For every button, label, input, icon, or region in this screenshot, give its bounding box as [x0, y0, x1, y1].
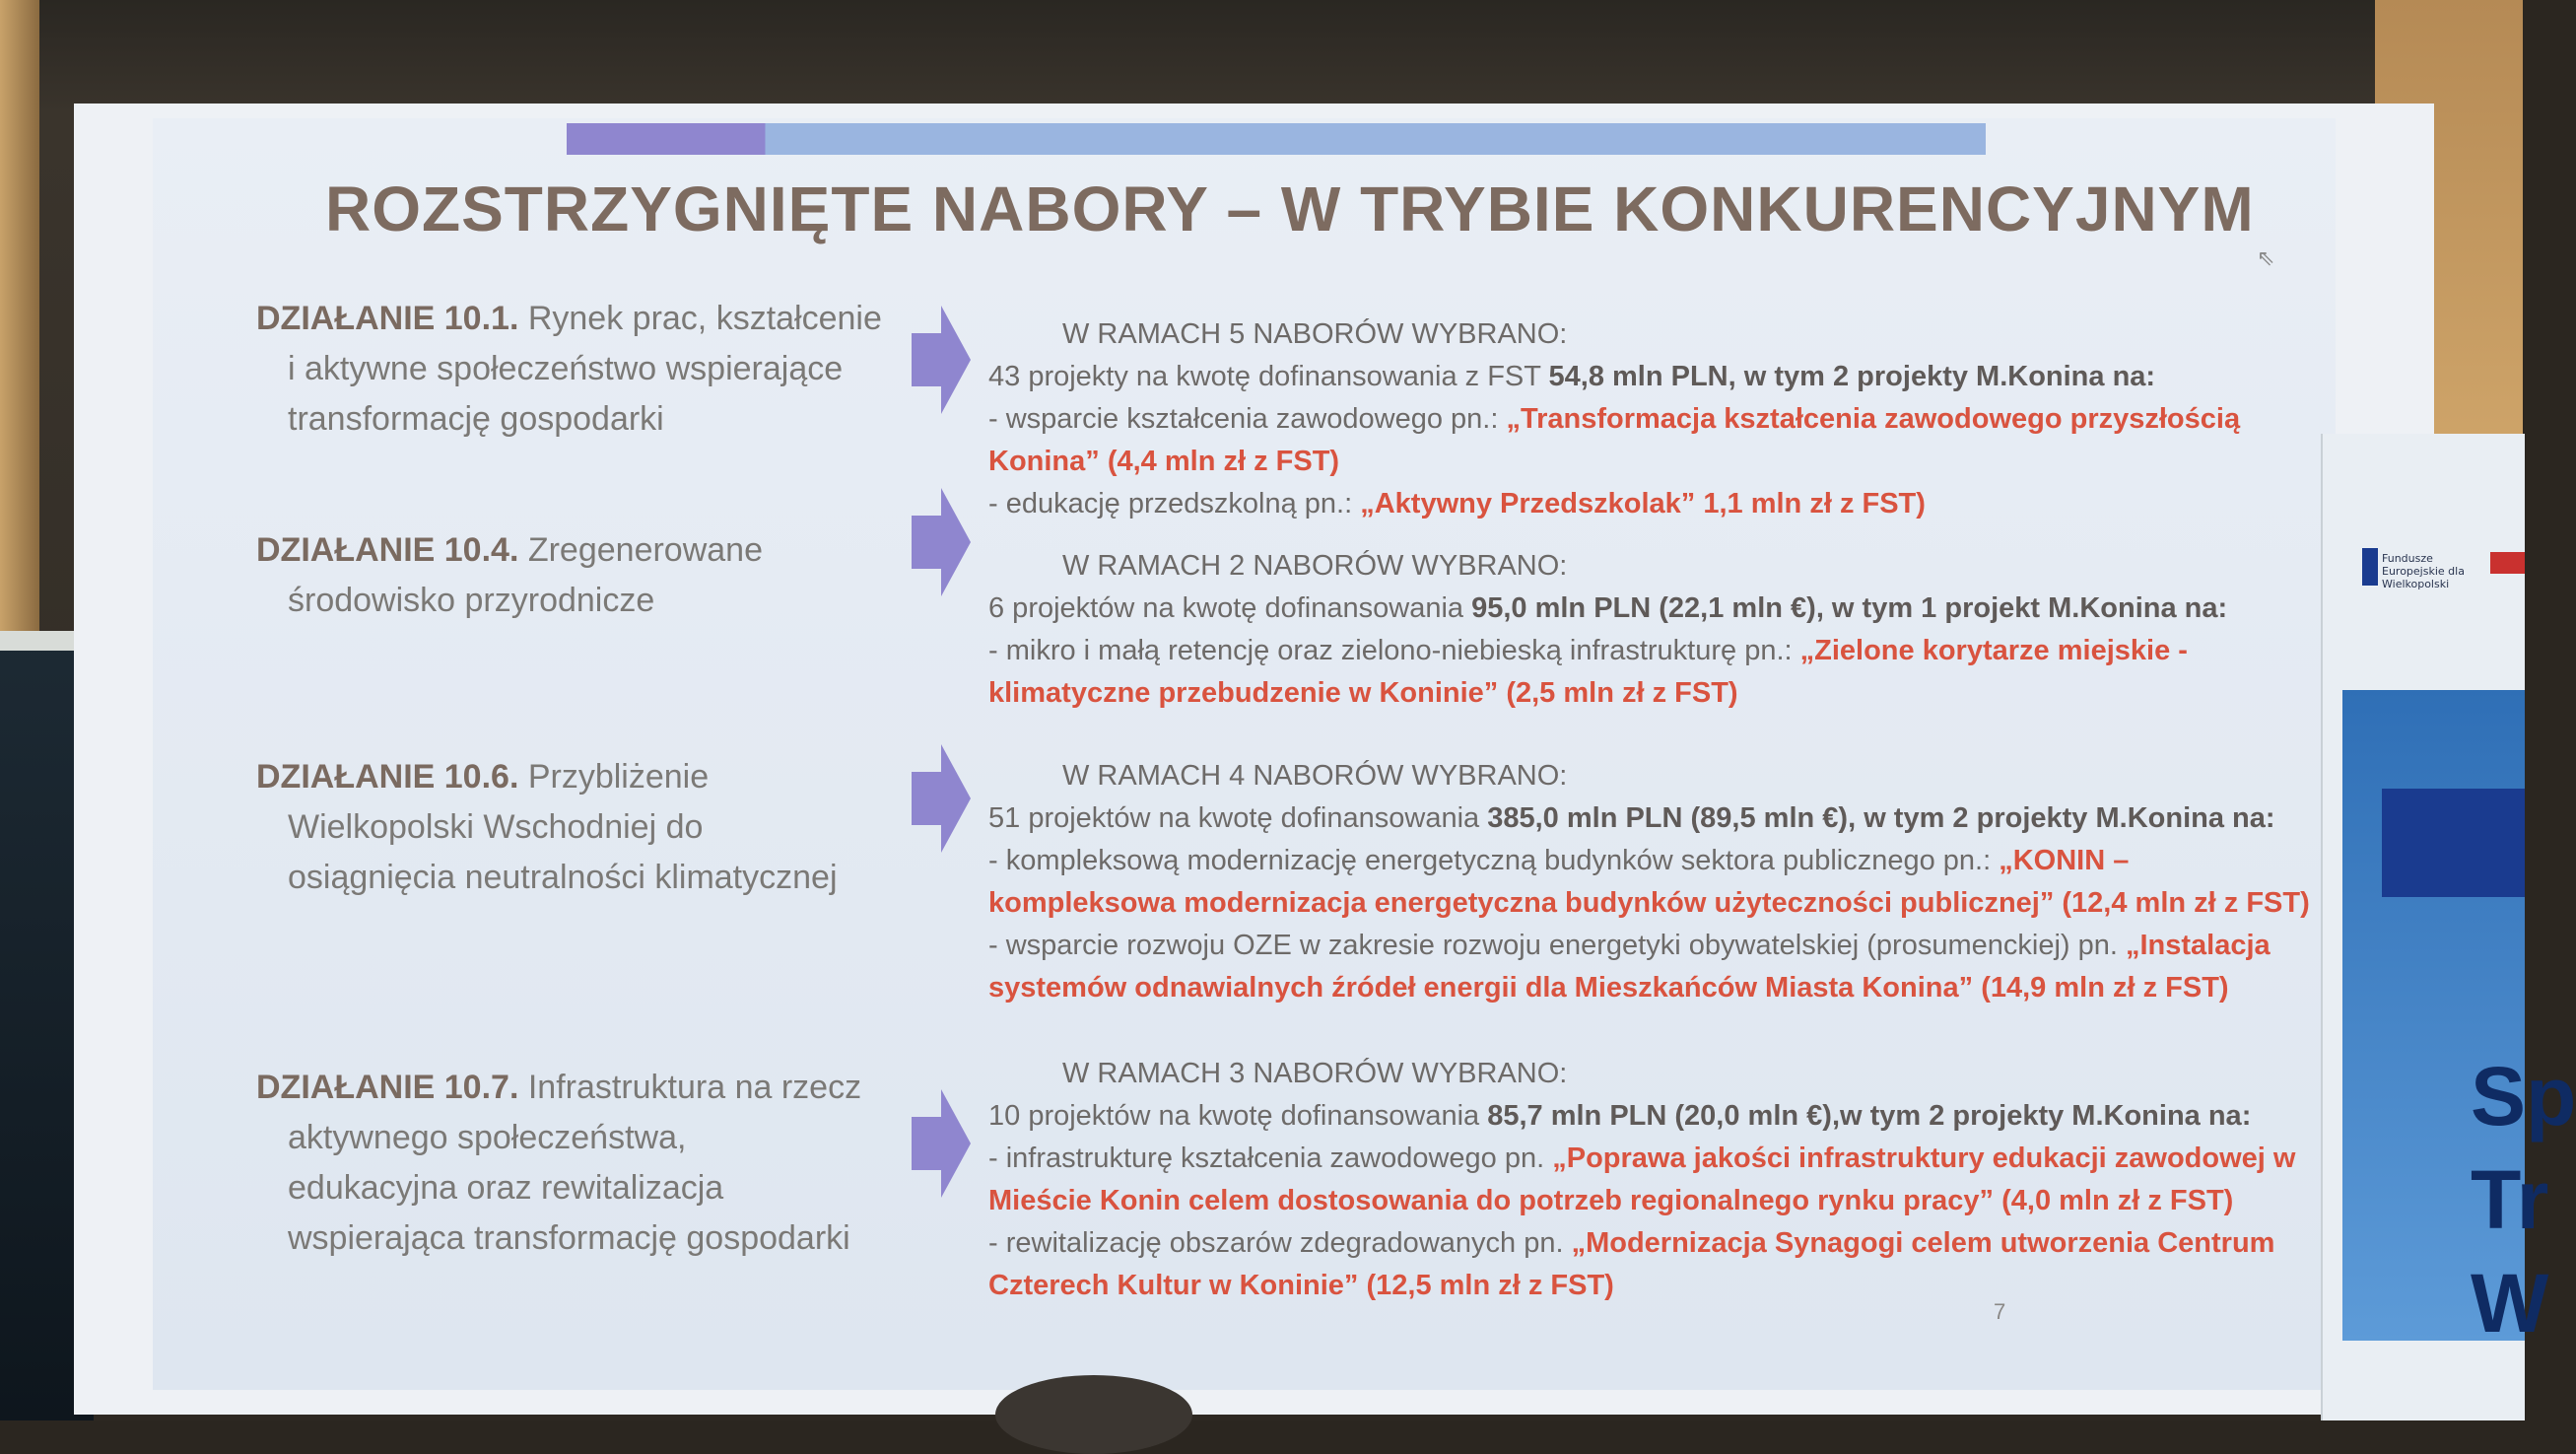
block-summary: 10 projektów na kwotę dofinansowania 85,7 mln PLN (20,0 mln €),w tym 2 projekty M.Konina na: — [988, 1100, 2252, 1132]
action-text: Rynek prac, kształcenie — [527, 300, 882, 337]
action-text: transformację gospodarki — [288, 400, 664, 438]
region-logo-icon — [2490, 552, 2525, 574]
action-text: edukacyjna oraz rewitalizacja — [288, 1169, 724, 1207]
audience-head — [995, 1375, 1192, 1454]
action-text: środowisko przyrodnicze — [288, 582, 655, 619]
result-block-4 — [988, 1053, 2334, 1307]
banner-logo-text: Fundusze Europejskie dla Wielkopolski — [2382, 552, 2465, 590]
action-code: DZIAŁANIE 10.1. — [256, 300, 519, 337]
action-text: i aktywne społeczeństwo wspierające — [288, 350, 844, 387]
banner-big-text: Sp Tr W — [2471, 1050, 2576, 1350]
block-header: W RAMACH 4 NABORÓW WYBRANO: — [1062, 760, 1568, 792]
action-code: DZIAŁANIE 10.7. — [256, 1069, 519, 1106]
block-item-cont: Mieście Konin celem dostosowania do potrzeb regionalnego rynku pracy” (4,0 mln zł z FST) — [988, 1185, 2234, 1216]
result-block-1 — [988, 313, 2334, 525]
arrow-right-icon — [912, 744, 971, 853]
slide-accent-bar — [567, 123, 1986, 155]
eu-logo-icon — [2362, 548, 2378, 586]
block-item-cont: systemów odnawialnych źródeł energii dla Mieszkańców Miasta Konina” (14,9 mln zł z FST) — [988, 972, 2229, 1004]
action-code: DZIAŁANIE 10.4. — [256, 531, 519, 569]
action-10-6 — [256, 752, 926, 903]
arrow-right-icon — [912, 488, 971, 596]
block-item: - wsparcie rozwoju OZE w zakresie rozwoju energetyki obywatelskiej (prosumenckiej) pn. „Instalacja — [988, 930, 2271, 961]
action-text: aktywnego społeczeństwa, — [288, 1119, 687, 1156]
arrow-right-icon — [912, 306, 971, 414]
block-item: - mikro i małą retencję oraz zielono-niebieską infrastrukturę pn.: „Zielone korytarze miejskie - — [988, 635, 2188, 666]
block-item-cont: Czterech Kultur w Koninie” (12,5 mln zł z FST) — [988, 1270, 1614, 1301]
action-10-4 — [256, 525, 926, 626]
action-10-1 — [256, 294, 926, 445]
arrow-right-icon — [912, 1089, 971, 1198]
action-text: osiągnięcia neutralności klimatycznej — [288, 859, 838, 896]
action-code: DZIAŁANIE 10.6. — [256, 758, 519, 796]
block-header: W RAMACH 5 NABORÓW WYBRANO: — [1062, 318, 1568, 350]
block-header: W RAMACH 2 NABORÓW WYBRANO: — [1062, 550, 1568, 582]
action-text: Zregenerowane — [527, 531, 763, 569]
block-item-cont: Konina” (4,4 mln zł z FST) — [988, 446, 1340, 477]
action-text: Przybliżenie — [527, 758, 710, 796]
action-10-7 — [256, 1063, 926, 1264]
action-text: Infrastruktura na rzecz — [527, 1069, 862, 1106]
block-summary: 51 projektów na kwotę dofinansowania 385,0 mln PLN (89,5 mln €), w tym 2 projekty M.Konina na: — [988, 802, 2275, 834]
block-item-cont: klimatyczne przebudzenie w Koninie” (2,5 mln zł z FST) — [988, 677, 1738, 709]
action-text: wspierająca transformację gospodarki — [288, 1219, 850, 1257]
block-summary: 43 projekty na kwotę dofinansowania z FST 54,8 mln PLN, w tym 2 projekty M.Konina na: — [988, 361, 2156, 392]
result-block-2 — [988, 545, 2334, 715]
slide-title: ROZSTRZYGNIĘTE NABORY – W TRYBIE KONKURENCYJNYM — [325, 173, 2255, 244]
mouse-cursor-icon: ⇖ — [2257, 246, 2275, 271]
eu-flag-icon — [2382, 789, 2525, 897]
result-block-3 — [988, 755, 2334, 1009]
block-item: - kompleksową modernizację energetyczną budynków sektora publicznego pn.: „KONIN – — [988, 845, 2130, 876]
action-text: Wielkopolski Wschodniej do — [288, 808, 704, 846]
block-item: - edukację przedszkolną pn.: „Aktywny Przedszkolak” 1,1 mln zł z FST) — [988, 488, 1926, 519]
block-item: - rewitalizację obszarów zdegradowanych pn. „Modernizacja Synagogi celem utworzenia Centrum — [988, 1227, 2275, 1259]
rollup-banner — [2321, 434, 2576, 1420]
block-item: - infrastrukturę kształcenia zawodowego pn. „Poprawa jakości infrastruktury edukacji zawodowej w — [988, 1142, 2296, 1174]
page-number: 7 — [1994, 1299, 2006, 1324]
block-summary: 6 projektów na kwotę dofinansowania 95,0 mln PLN (22,1 mln €), w tym 1 projekt M.Konina na: — [988, 592, 2228, 624]
block-item: - wsparcie kształcenia zawodowego pn.: „Transformacja kształcenia zawodowego przyszłością — [988, 403, 2241, 435]
block-item-cont: kompleksowa modernizacja energetyczna budynków użyteczności publicznej” (12,4 mln zł z FST) — [988, 887, 2310, 919]
block-header: W RAMACH 3 NABORÓW WYBRANO: — [1062, 1058, 1568, 1089]
